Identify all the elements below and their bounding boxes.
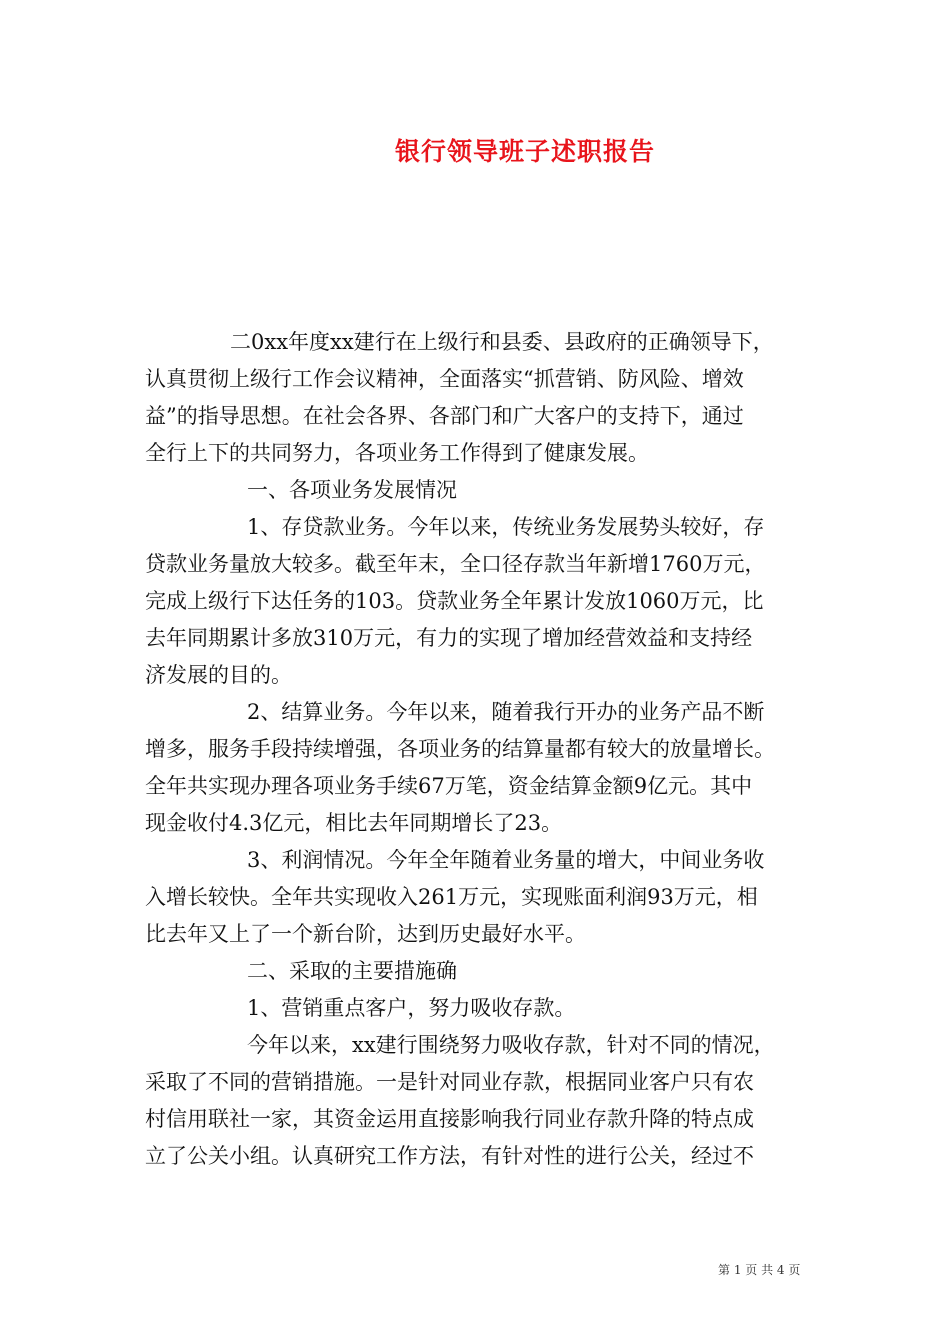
section-heading: 二、采取的主要措施确 xyxy=(247,959,457,983)
paragraph-line: 3、利润情况。今年全年随着业务量的增大，中间业务收 xyxy=(247,848,765,872)
paragraph-line: 全行上下的共同努力，各项业务工作得到了健康发展。 xyxy=(145,441,649,465)
page-number: 第 1 页 共 4 页 xyxy=(718,1263,801,1277)
paragraph-line: 完成上级行下达任务的103。贷款业务全年累计发放1060万元，比 xyxy=(145,589,764,613)
paragraph-line: 今年以来，xx建行围绕努力吸收存款，针对不同的情况， xyxy=(247,1033,775,1057)
paragraph-line: 益”的指导思想。在社会各界、各部门和广大客户的支持下，通过 xyxy=(145,404,744,428)
paragraph-line: 采取了不同的营销措施。一是针对同业存款，根据同业客户只有农 xyxy=(145,1070,754,1094)
paragraph-line: 济发展的目的。 xyxy=(145,663,292,687)
paragraph-line: 二0xx年度xx建行在上级行和县委、县政府的正确领导下， xyxy=(230,330,774,354)
paragraph-line: 去年同期累计多放310万元，有力的实现了增加经营效益和支持经 xyxy=(145,626,753,650)
paragraph-line: 入增长较快。全年共实现收入261万元，实现账面利润93万元，相 xyxy=(145,885,758,909)
paragraph-line: 贷款业务量放大较多。截至年末，全口径存款当年新增1760万元， xyxy=(145,552,766,576)
section-heading: 一、各项业务发展情况 xyxy=(247,478,457,502)
paragraph-line: 增多，服务手段持续增强，各项业务的结算量都有较大的放量增长。 xyxy=(145,737,775,761)
document-title: 银行领导班子述职报告 xyxy=(394,137,655,166)
paragraph-line: 村信用联社一家，其资金运用直接影响我行同业存款升降的特点成 xyxy=(145,1107,754,1131)
paragraph-line: 比去年又上了一个新台阶，达到历史最好水平。 xyxy=(145,922,586,946)
paragraph-line: 全年共实现办理各项业务手续67万笔，资金结算金额9亿元。其中 xyxy=(145,774,753,798)
paragraph-line: 认真贯彻上级行工作会议精神，全面落实“抓营销、防风险、增效 xyxy=(145,367,744,391)
paragraph-line: 1、存贷款业务。今年以来，传统业务发展势头较好，存 xyxy=(247,515,765,539)
paragraph-line: 现金收付4.3亿元，相比去年同期增长了23。 xyxy=(145,811,563,835)
subsection-heading: 1、营销重点客户，努力吸收存款。 xyxy=(247,996,576,1020)
paragraph-line: 立了公关小组。认真研究工作方法，有针对性的进行公关，经过不 xyxy=(145,1144,754,1168)
paragraph-line: 2、结算业务。今年以来，随着我行开办的业务产品不断 xyxy=(247,700,765,724)
